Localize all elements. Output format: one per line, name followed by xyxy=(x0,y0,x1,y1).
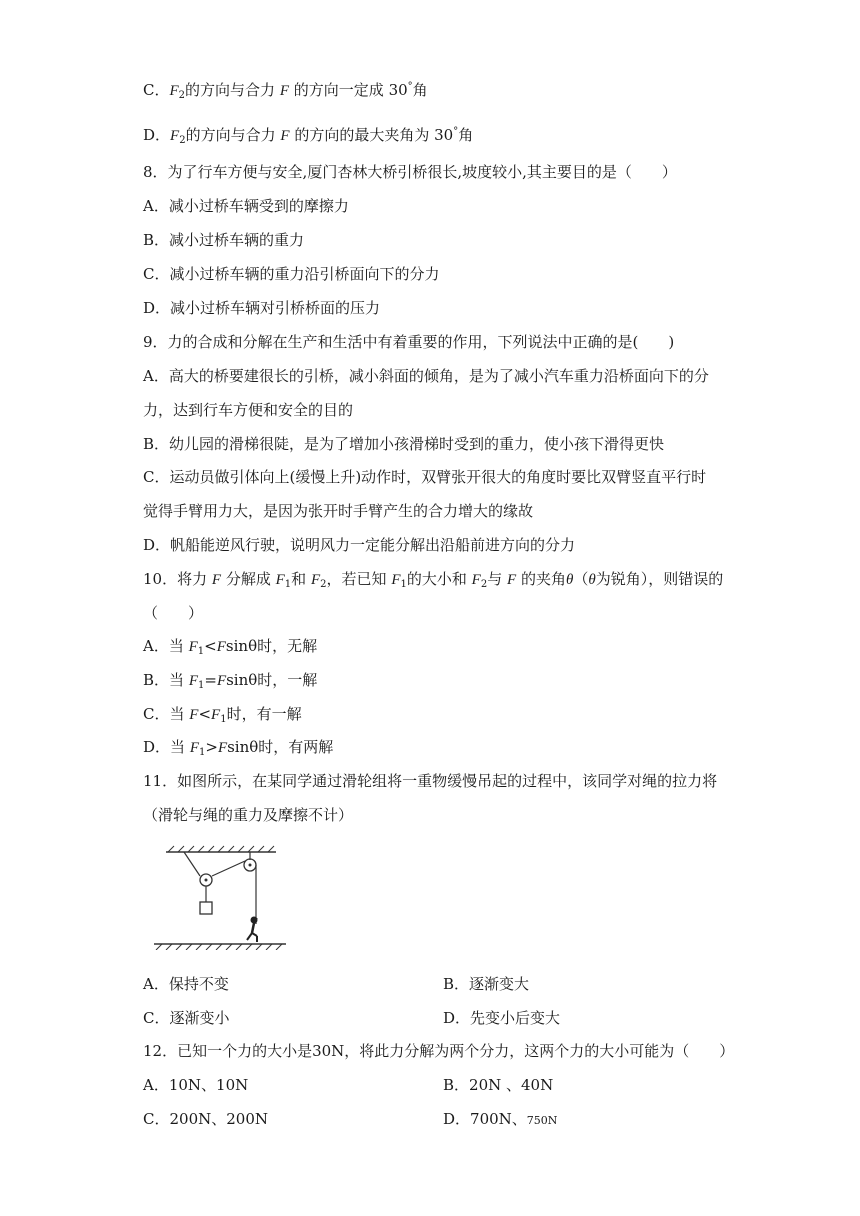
q11-option-c: C．逐渐变小 xyxy=(143,1009,230,1027)
q11-stem: 11．如图所示，在某同学通过滑轮组将一重物缓慢吊起的过程中，该同学对绳的拉力将 xyxy=(143,772,718,790)
q8-stem: 8．为了行车方便与安全,厦门杏林大桥引桥很长,坡度较小,其主要目的是（ ） xyxy=(143,163,677,181)
q12-option-b: B．20N 、40N xyxy=(443,1076,554,1094)
q11-option-b: B．逐渐变大 xyxy=(443,975,530,993)
q10-option-b: B．当 $F_1=Fsin\theta$时，一解 xyxy=(143,671,318,691)
person-figure xyxy=(247,917,257,942)
q7-option-d: D．$F_2$的方向与合力 F 的方向的最大夹角为 30°角 xyxy=(143,126,474,146)
q9-option-c-cont: 觉得手臂用力大，是因为张开时手臂产生的合力增大的缘故 xyxy=(143,502,534,520)
q9-option-a-cont: 力，达到行车方便和安全的目的 xyxy=(143,401,354,419)
q10-stem: 10．将力 F 分解成 $F_1$和 $F_2$，若已知 $F_1$的大小和 $F_2$与 F 的夹角θ（θ为锐角），则错误的 xyxy=(143,570,724,590)
q12-option-a: A．10N、10N xyxy=(143,1076,249,1094)
q8-option-b: B．减小过桥车辆的重力 xyxy=(143,231,305,249)
q9-option-b: B．幼儿园的滑梯很陡，是为了增加小孩滑梯时受到的重力，使小孩下滑得更快 xyxy=(143,435,665,453)
q12-option-d-small: 750N xyxy=(526,1114,558,1127)
q9-option-a: A．高大的桥要建很长的引桥，减小斜面的倾角，是为了减小汽车重力沿桥面向下的分 xyxy=(143,367,709,385)
q7-option-c: C．$F_2$的方向与合力 F 的方向一定成 30°角 xyxy=(143,81,428,101)
q10-paren: （ ） xyxy=(143,604,204,622)
q10-option-a: A．当 $F_1<Fsin\theta$时，无解 xyxy=(143,637,318,657)
q10-option-c: C．当 $F<F_1$时，有一解 xyxy=(143,705,302,725)
q8-option-d: D．减小过桥车辆对引桥桥面的压力 xyxy=(143,299,381,317)
pulley-diagram xyxy=(150,840,290,950)
q11-stem-cont: （滑轮与绳的重力及摩擦不计） xyxy=(143,806,354,824)
q12-stem: 12．已知一个力的大小是30N，将此力分解为两个分力，这两个力的大小可能为（ ） xyxy=(143,1042,735,1060)
q11-option-d: D．先变小后变大 xyxy=(443,1009,561,1027)
q11-option-a: A．保持不变 xyxy=(143,975,229,993)
q12-option-d: D．700N、750N xyxy=(443,1110,558,1128)
q8-option-c: C．减小过桥车辆的重力沿引桥面向下的分力 xyxy=(143,265,440,283)
q12-option-c: C．200N、200N xyxy=(143,1110,268,1128)
q9-option-d: D．帆船能逆风行驶，说明风力一定能分解出沿船前进方向的分力 xyxy=(143,536,576,554)
q9-stem: 9．力的合成和分解在生产和生活中有着重要的作用，下列说法中正确的是( ) xyxy=(143,333,675,351)
q8-option-a: A．减小过桥车辆受到的摩擦力 xyxy=(143,197,349,215)
q10-option-d: D．当 $F_1>Fsin\theta$时，有两解 xyxy=(143,738,334,758)
q9-option-c: C．运动员做引体向上(缓慢上升)动作时，双臂张开很大的角度时要比双臂竖直平行时 xyxy=(143,468,707,486)
